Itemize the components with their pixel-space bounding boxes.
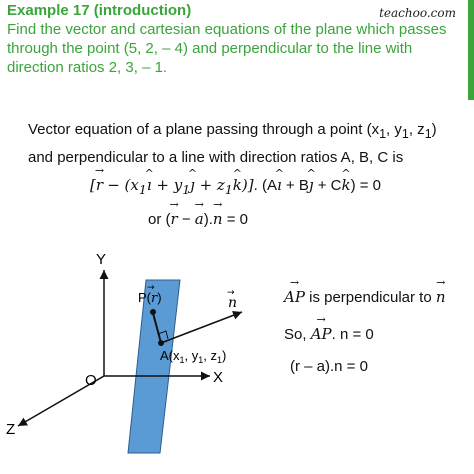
brand-logo: teachoo.com: [379, 6, 456, 20]
accent-bar: [468, 0, 474, 100]
point-p-dot: [150, 309, 156, 315]
ap-perpendicular-line: → AP is perpendicular to → n: [284, 288, 446, 306]
n-vector-arrow: →: [227, 288, 235, 298]
ap-dot-n-line: So, → AP. n = 0: [284, 325, 374, 343]
point-a-label: $A(x_1$, $y_1$, $z_1$): [160, 348, 227, 365]
point-p-label: P(r): [138, 290, 162, 306]
vector-equation: [→ $r - (x_1\^{}$ ı + $y_1\^{}$ ȷ + $z_1\^{}$ k)]. (A^ ı + B^ ȷ + C^ k) = 0: [90, 176, 381, 197]
x-axis-label: X: [213, 369, 224, 386]
origin-label: O: [85, 372, 97, 389]
n-vector-label: n: [228, 295, 238, 311]
result-equation-line: (r – a).n = 0: [290, 358, 368, 375]
plane-diagram: [0, 240, 280, 474]
y-axis-label: Y: [96, 251, 107, 268]
vector-equation-short: or (→ r − → a).→ n = 0: [148, 210, 248, 228]
z-axis-label: Z: [6, 421, 16, 438]
example-title: Example 17 (introduction): [7, 2, 192, 19]
intro-line-2: and perpendicular to a line with direction ratios A, B, C is: [28, 149, 404, 166]
point-p-arrow: →: [147, 283, 155, 293]
intro-paragraph: [28, 118, 458, 170]
intro-line-1: Vector equation of a plane passing through a point ($x_1$, $y_1$, $z_1$): [28, 121, 437, 141]
problem-statement: Find the vector and cartesian equations of the plane which passes through the point (5, 2, – 4) and perpendicular to the line with direction ratios 2, 3, – 1.: [7, 21, 447, 76]
